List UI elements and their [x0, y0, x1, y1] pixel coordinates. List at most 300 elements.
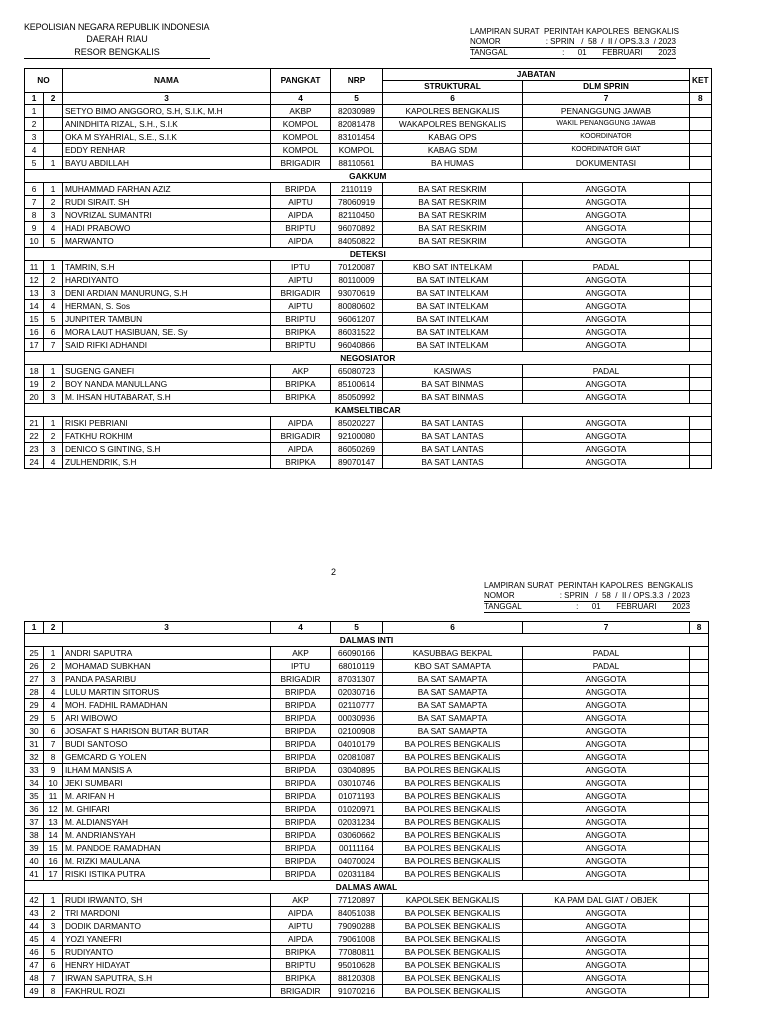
- rank-cell: BRIPDA: [271, 686, 331, 699]
- nrp-cell: 03040895: [331, 764, 383, 777]
- sub-number: 2: [44, 907, 63, 920]
- nrp-cell: 82110450: [331, 209, 383, 222]
- section-label: DALMAS AWAL: [25, 881, 709, 894]
- name-cell: M. PANDOE RAMADHAN: [63, 842, 271, 855]
- table-row: [25, 456, 712, 469]
- personnel-table-page1: [24, 68, 712, 469]
- row-number: 8: [25, 209, 44, 222]
- name-cell: M. GHIFARI: [63, 803, 271, 816]
- nrp-cell: 96061207: [331, 313, 383, 326]
- sprin-role-cell: ANGGOTA: [523, 287, 690, 300]
- name-cell: MUHAMMAD FARHAN AZIZ: [63, 183, 271, 196]
- nrp-cell: 02110777: [331, 699, 383, 712]
- rank-cell: BRIPDA: [271, 183, 331, 196]
- rank-cell: AIPTU: [271, 920, 331, 933]
- remarks-cell: [690, 803, 709, 816]
- rank-cell: BRIPDA: [271, 751, 331, 764]
- structural-position-cell: BA SAT SAMAPTA: [383, 712, 523, 725]
- row-number: 9: [25, 222, 44, 235]
- remarks-cell: [690, 144, 712, 157]
- sub-number: 5: [44, 712, 63, 725]
- table-row: [25, 209, 712, 222]
- row-number: 47: [25, 959, 44, 972]
- sprin-role-cell: ANGGOTA: [523, 391, 690, 404]
- row-number: 25: [25, 647, 44, 660]
- sub-number: 7: [44, 972, 63, 985]
- sprin-role-cell: ANGGOTA: [523, 959, 690, 972]
- sprin-role-cell: ANGGOTA: [523, 686, 690, 699]
- table-row: [25, 894, 709, 907]
- sprin-role-cell: ANGGOTA: [523, 790, 690, 803]
- nrp-cell: 92100080: [331, 430, 383, 443]
- table-row: [25, 365, 712, 378]
- name-cell: HADI PRABOWO: [63, 222, 271, 235]
- column-number-row: [25, 93, 712, 105]
- sub-number: 8: [44, 985, 63, 998]
- sub-number: [44, 144, 63, 157]
- remarks-cell: [690, 443, 712, 456]
- row-number: 23: [25, 443, 44, 456]
- sub-number: 12: [44, 803, 63, 816]
- rank-cell: BRIPDA: [271, 829, 331, 842]
- lampiran-header-2: [484, 581, 693, 613]
- remarks-cell: [690, 196, 712, 209]
- name-cell: LULU MARTIN SITORUS: [63, 686, 271, 699]
- nrp-cell: 80110009: [331, 274, 383, 287]
- sub-number: 5: [44, 946, 63, 959]
- sub-number: 3: [44, 209, 63, 222]
- structural-position-cell: BA POLRES BENGKALIS: [383, 829, 523, 842]
- name-cell: M. IHSAN HUTABARAT, S.H: [63, 391, 271, 404]
- sub-number: 2: [44, 430, 63, 443]
- col-pangkat: PANGKAT: [271, 69, 331, 93]
- section-label: DALMAS INTI: [25, 634, 709, 647]
- structural-position-cell: BA SAT INTELKAM: [383, 274, 523, 287]
- sprin-role-cell: ANGGOTA: [523, 933, 690, 946]
- name-cell: RUDI IRWANTO, SH: [63, 894, 271, 907]
- name-cell: FATKHU ROKHIM: [63, 430, 271, 443]
- rank-cell: AKP: [271, 647, 331, 660]
- sprin-role-cell: ANGGOTA: [523, 751, 690, 764]
- sub-number: 3: [44, 920, 63, 933]
- sprin-role-cell: ANGGOTA: [523, 764, 690, 777]
- structural-position-cell: KABAG OPS: [383, 131, 523, 144]
- remarks-cell: [690, 157, 712, 170]
- row-number: 29: [25, 699, 44, 712]
- sub-number: 2: [44, 378, 63, 391]
- remarks-cell: [690, 235, 712, 248]
- section-row: [25, 170, 712, 183]
- table-row: [25, 790, 709, 803]
- rank-cell: BRIPDA: [271, 738, 331, 751]
- colnum-3: 3: [63, 93, 271, 105]
- sprin-role-cell: ANGGOTA: [523, 842, 690, 855]
- remarks-cell: [690, 118, 712, 131]
- sprin-role-cell: ANGGOTA: [523, 868, 690, 881]
- remarks-cell: [690, 920, 709, 933]
- structural-position-cell: BA POLRES BENGKALIS: [383, 751, 523, 764]
- colnum-5: 5: [331, 93, 383, 105]
- sprin-role-cell: ANGGOTA: [523, 738, 690, 751]
- lampiran-tanggal: [470, 48, 676, 59]
- sprin-role-cell: KOORDINATOR GIAT: [523, 144, 690, 157]
- row-number: 29: [25, 712, 44, 725]
- structural-position-cell: BA SAT SAMAPTA: [383, 699, 523, 712]
- colnum-2: 2: [44, 93, 63, 105]
- structural-position-cell: BA POLRES BENGKALIS: [383, 842, 523, 855]
- remarks-cell: [690, 105, 712, 118]
- row-number: 15: [25, 313, 44, 326]
- remarks-cell: [690, 699, 709, 712]
- table-row: [25, 972, 709, 985]
- remarks-cell: [690, 751, 709, 764]
- name-cell: DODIK DARMANTO: [63, 920, 271, 933]
- section-label: GAKKUM: [25, 170, 712, 183]
- name-cell: BOY NANDA MANULLANG: [63, 378, 271, 391]
- col-jabatan: JABATAN: [383, 69, 690, 81]
- sprin-role-cell: ANGGOTA: [523, 313, 690, 326]
- structural-position-cell: KAPOLRES BENGKALIS: [383, 105, 523, 118]
- colnum2-5: 5: [331, 622, 383, 634]
- name-cell: TAMRIN, S.H: [63, 261, 271, 274]
- row-number: 1: [25, 105, 44, 118]
- structural-position-cell: KBO SAT INTELKAM: [383, 261, 523, 274]
- col-dlm-sprin: DLM SPRIN: [523, 81, 690, 93]
- rank-cell: BRIPKA: [271, 456, 331, 469]
- table-row: [25, 842, 709, 855]
- remarks-cell: [690, 959, 709, 972]
- remarks-cell: [690, 313, 712, 326]
- row-number: 16: [25, 326, 44, 339]
- rank-cell: KOMPOL: [271, 131, 331, 144]
- remarks-cell: [690, 339, 712, 352]
- table-row: [25, 751, 709, 764]
- table-row: [25, 660, 709, 673]
- nomor-value-2: : SPRIN / 58 / II / OPS.3.3 / 2023: [559, 591, 690, 600]
- nrp-cell: 77120897: [331, 894, 383, 907]
- structural-position-cell: BA POLSEK BENGKALIS: [383, 946, 523, 959]
- row-number: 14: [25, 300, 44, 313]
- sprin-role-cell: PENANGGUNG JAWAB: [523, 105, 690, 118]
- nrp-cell: 03010746: [331, 777, 383, 790]
- sprin-role-cell: ANGGOTA: [523, 803, 690, 816]
- sub-number: 3: [44, 673, 63, 686]
- table-row: [25, 339, 712, 352]
- org-line2: DAERAH RIAU: [86, 34, 148, 44]
- table-row: [25, 222, 712, 235]
- remarks-cell: [690, 894, 709, 907]
- sub-number: 16: [44, 855, 63, 868]
- rank-cell: IPTU: [271, 261, 331, 274]
- name-cell: NOVRIZAL SUMANTRI: [63, 209, 271, 222]
- remarks-cell: [690, 712, 709, 725]
- rank-cell: BRIPDA: [271, 816, 331, 829]
- sub-number: 4: [44, 300, 63, 313]
- structural-position-cell: BA SAT RESKRIM: [383, 235, 523, 248]
- row-number: 19: [25, 378, 44, 391]
- remarks-cell: [690, 725, 709, 738]
- rank-cell: AIPDA: [271, 235, 331, 248]
- section-row: [25, 352, 712, 365]
- name-cell: ANDRI SAPUTRA: [63, 647, 271, 660]
- row-number: 5: [25, 157, 44, 170]
- sprin-role-cell: ANGGOTA: [523, 235, 690, 248]
- nrp-cell: 87031307: [331, 673, 383, 686]
- sub-number: 4: [44, 456, 63, 469]
- sub-number: 6: [44, 326, 63, 339]
- row-number: 28: [25, 686, 44, 699]
- sprin-role-cell: ANGGOTA: [523, 209, 690, 222]
- tanggal-value: : 01 FEBRUARI 2023: [562, 48, 676, 57]
- colnum2-8: 8: [690, 622, 709, 634]
- name-cell: RUDI SIRAIT. SH: [63, 196, 271, 209]
- lampiran-tanggal-2: [484, 602, 690, 613]
- remarks-cell: [690, 946, 709, 959]
- rank-cell: BRIGADIR: [271, 157, 331, 170]
- structural-position-cell: BA SAT LANTAS: [383, 417, 523, 430]
- name-cell: JEKI SUMBARI: [63, 777, 271, 790]
- colnum-6: 6: [383, 93, 523, 105]
- table-body-page1: [25, 105, 712, 469]
- remarks-cell: [690, 647, 709, 660]
- name-cell: M. ARIFAN H: [63, 790, 271, 803]
- structural-position-cell: BA SAT INTELKAM: [383, 287, 523, 300]
- table-row: [25, 829, 709, 842]
- row-number: 38: [25, 829, 44, 842]
- name-cell: M. RIZKI MAULANA: [63, 855, 271, 868]
- section-label: NEGOSIATOR: [25, 352, 712, 365]
- row-number: 11: [25, 261, 44, 274]
- structural-position-cell: BA POLRES BENGKALIS: [383, 816, 523, 829]
- name-cell: M. ANDRIANSYAH: [63, 829, 271, 842]
- name-cell: TRI MARDONI: [63, 907, 271, 920]
- section-row: [25, 248, 712, 261]
- rank-cell: AKBP: [271, 105, 331, 118]
- name-cell: MORA LAUT HASIBUAN, SE. Sy: [63, 326, 271, 339]
- name-cell: HENRY HIDAYAT: [63, 959, 271, 972]
- table-row: [25, 868, 709, 881]
- rank-cell: BRIPKA: [271, 972, 331, 985]
- sprin-role-cell: ANGGOTA: [523, 725, 690, 738]
- nrp-cell: KOMPOL: [331, 144, 383, 157]
- table-row: [25, 417, 712, 430]
- table-row: [25, 803, 709, 816]
- sprin-role-cell: ANGGOTA: [523, 777, 690, 790]
- name-cell: DENI ARDIAN MANURUNG, S.H: [63, 287, 271, 300]
- nrp-cell: 96040866: [331, 339, 383, 352]
- name-cell: SETYO BIMO ANGGORO, S.H, S.I.K, M.H: [63, 105, 271, 118]
- sprin-role-cell: WAKIL PENANGGUNG JAWAB: [523, 118, 690, 131]
- name-cell: GEMCARD G YOLEN: [63, 751, 271, 764]
- rank-cell: BRIGADIR: [271, 985, 331, 998]
- table-row: [25, 933, 709, 946]
- nrp-cell: 02081087: [331, 751, 383, 764]
- structural-position-cell: BA POLSEK BENGKALIS: [383, 959, 523, 972]
- remarks-cell: [690, 430, 712, 443]
- structural-position-cell: BA POLRES BENGKALIS: [383, 777, 523, 790]
- section-row: [25, 881, 709, 894]
- structural-position-cell: BA POLSEK BENGKALIS: [383, 933, 523, 946]
- sub-number: 1: [44, 647, 63, 660]
- nrp-cell: 96070892: [331, 222, 383, 235]
- rank-cell: BRIPTU: [271, 222, 331, 235]
- structural-position-cell: BA SAT INTELKAM: [383, 339, 523, 352]
- sprin-role-cell: ANGGOTA: [523, 855, 690, 868]
- lampiran-title-text-2: LAMPIRAN SURAT PERINTAH KAPOLRES BENGKALIS: [484, 581, 693, 590]
- nrp-cell: 04070024: [331, 855, 383, 868]
- row-number: 35: [25, 790, 44, 803]
- nrp-cell: 88120308: [331, 972, 383, 985]
- remarks-cell: [690, 326, 712, 339]
- rank-cell: BRIPDA: [271, 712, 331, 725]
- row-number: 46: [25, 946, 44, 959]
- table-row: [25, 946, 709, 959]
- table-row: [25, 183, 712, 196]
- nrp-cell: 85020227: [331, 417, 383, 430]
- rank-cell: BRIGADIR: [271, 287, 331, 300]
- name-cell: ILHAM MANSIS A: [63, 764, 271, 777]
- header-row: [25, 69, 712, 81]
- colnum-8: 8: [690, 93, 712, 105]
- nrp-cell: 86031522: [331, 326, 383, 339]
- rank-cell: BRIPTU: [271, 313, 331, 326]
- structural-position-cell: BA POLRES BENGKALIS: [383, 790, 523, 803]
- row-number: 13: [25, 287, 44, 300]
- lampiran-header-1: [470, 27, 679, 59]
- sub-number: 5: [44, 235, 63, 248]
- rank-cell: BRIPKA: [271, 378, 331, 391]
- row-number: 7: [25, 196, 44, 209]
- table-row: [25, 855, 709, 868]
- colnum-4: 4: [271, 93, 331, 105]
- structural-position-cell: BA SAT RESKRIM: [383, 222, 523, 235]
- name-cell: ANINDHITA RIZAL, S.H., S.I.K: [63, 118, 271, 131]
- nrp-cell: 02031234: [331, 816, 383, 829]
- name-cell: BUDI SANTOSO: [63, 738, 271, 751]
- sub-number: 6: [44, 959, 63, 972]
- sprin-role-cell: PADAL: [523, 365, 690, 378]
- remarks-cell: [690, 183, 712, 196]
- remarks-cell: [690, 933, 709, 946]
- row-number: 49: [25, 985, 44, 998]
- row-number: 37: [25, 816, 44, 829]
- rank-cell: BRIPDA: [271, 868, 331, 881]
- col-no: NO: [25, 69, 63, 93]
- row-number: 6: [25, 183, 44, 196]
- sub-number: 10: [44, 777, 63, 790]
- row-number: 32: [25, 751, 44, 764]
- name-cell: JUNPITER TAMBUN: [63, 313, 271, 326]
- table-row: [25, 673, 709, 686]
- structural-position-cell: WAKAPOLRES BENGKALIS: [383, 118, 523, 131]
- remarks-cell: [690, 300, 712, 313]
- nrp-cell: 77080811: [331, 946, 383, 959]
- name-cell: ARI WIBOWO: [63, 712, 271, 725]
- row-number: 2: [25, 118, 44, 131]
- structural-position-cell: BA HUMAS: [383, 157, 523, 170]
- row-number: 36: [25, 803, 44, 816]
- structural-position-cell: BA SAT SAMAPTA: [383, 725, 523, 738]
- nrp-cell: 79090288: [331, 920, 383, 933]
- sprin-role-cell: KA PAM DAL GIAT / OBJEK: [523, 894, 690, 907]
- lampiran-title-2: [484, 581, 693, 591]
- remarks-cell: [690, 131, 712, 144]
- rank-cell: AIPTU: [271, 274, 331, 287]
- table-row: [25, 287, 712, 300]
- table-row: [25, 959, 709, 972]
- structural-position-cell: BA SAT BINMAS: [383, 378, 523, 391]
- sub-number: 3: [44, 443, 63, 456]
- sub-number: [44, 105, 63, 118]
- sub-number: 4: [44, 933, 63, 946]
- sprin-role-cell: ANGGOTA: [523, 920, 690, 933]
- remarks-cell: [690, 261, 712, 274]
- remarks-cell: [690, 686, 709, 699]
- sprin-role-cell: ANGGOTA: [523, 183, 690, 196]
- remarks-cell: [690, 417, 712, 430]
- sprin-role-cell: ANGGOTA: [523, 222, 690, 235]
- name-cell: RUDIYANTO: [63, 946, 271, 959]
- structural-position-cell: BA POLRES BENGKALIS: [383, 855, 523, 868]
- sub-number: 3: [44, 391, 63, 404]
- rank-cell: IPTU: [271, 660, 331, 673]
- structural-position-cell: BA SAT SAMAPTA: [383, 673, 523, 686]
- table-row: [25, 816, 709, 829]
- row-number: 33: [25, 764, 44, 777]
- rank-cell: BRIGADIR: [271, 430, 331, 443]
- sub-number: 1: [44, 157, 63, 170]
- colnum2-3: 3: [63, 622, 271, 634]
- column-number-row-2: [25, 622, 709, 634]
- rank-cell: BRIPDA: [271, 855, 331, 868]
- name-cell: SAID RIFKI ADHANDI: [63, 339, 271, 352]
- name-cell: HERMAN, S. Sos: [63, 300, 271, 313]
- remarks-cell: [690, 456, 712, 469]
- row-number: 44: [25, 920, 44, 933]
- structural-position-cell: BA POLSEK BENGKALIS: [383, 985, 523, 998]
- sprin-role-cell: ANGGOTA: [523, 972, 690, 985]
- structural-position-cell: BA SAT RESKRIM: [383, 209, 523, 222]
- rank-cell: AIPDA: [271, 417, 331, 430]
- nomor-label-2: NOMOR: [484, 591, 515, 600]
- structural-position-cell: BA SAT LANTAS: [383, 456, 523, 469]
- colnum-7: 7: [523, 93, 690, 105]
- nrp-cell: 70120087: [331, 261, 383, 274]
- row-number: 30: [25, 725, 44, 738]
- table-row: [25, 313, 712, 326]
- sprin-role-cell: ANGGOTA: [523, 712, 690, 725]
- nomor-label: NOMOR: [470, 37, 501, 46]
- sub-number: 7: [44, 339, 63, 352]
- nomor-value: : SPRIN / 58 / II / OPS.3.3 / 2023: [545, 37, 676, 46]
- col-nrp: NRP: [331, 69, 383, 93]
- sub-number: 5: [44, 313, 63, 326]
- lampiran-nomor: [470, 37, 676, 48]
- tanggal-label-2: TANGGAL: [484, 602, 522, 611]
- rank-cell: BRIPDA: [271, 764, 331, 777]
- table-row: [25, 118, 712, 131]
- rank-cell: BRIPTU: [271, 339, 331, 352]
- sprin-role-cell: PADAL: [523, 647, 690, 660]
- sprin-role-cell: ANGGOTA: [523, 946, 690, 959]
- sub-number: 2: [44, 660, 63, 673]
- sub-number: 4: [44, 686, 63, 699]
- row-number: 17: [25, 339, 44, 352]
- name-cell: ZULHENDRIK, S.H: [63, 456, 271, 469]
- remarks-cell: [690, 365, 712, 378]
- sprin-role-cell: ANGGOTA: [523, 326, 690, 339]
- nrp-cell: 04010179: [331, 738, 383, 751]
